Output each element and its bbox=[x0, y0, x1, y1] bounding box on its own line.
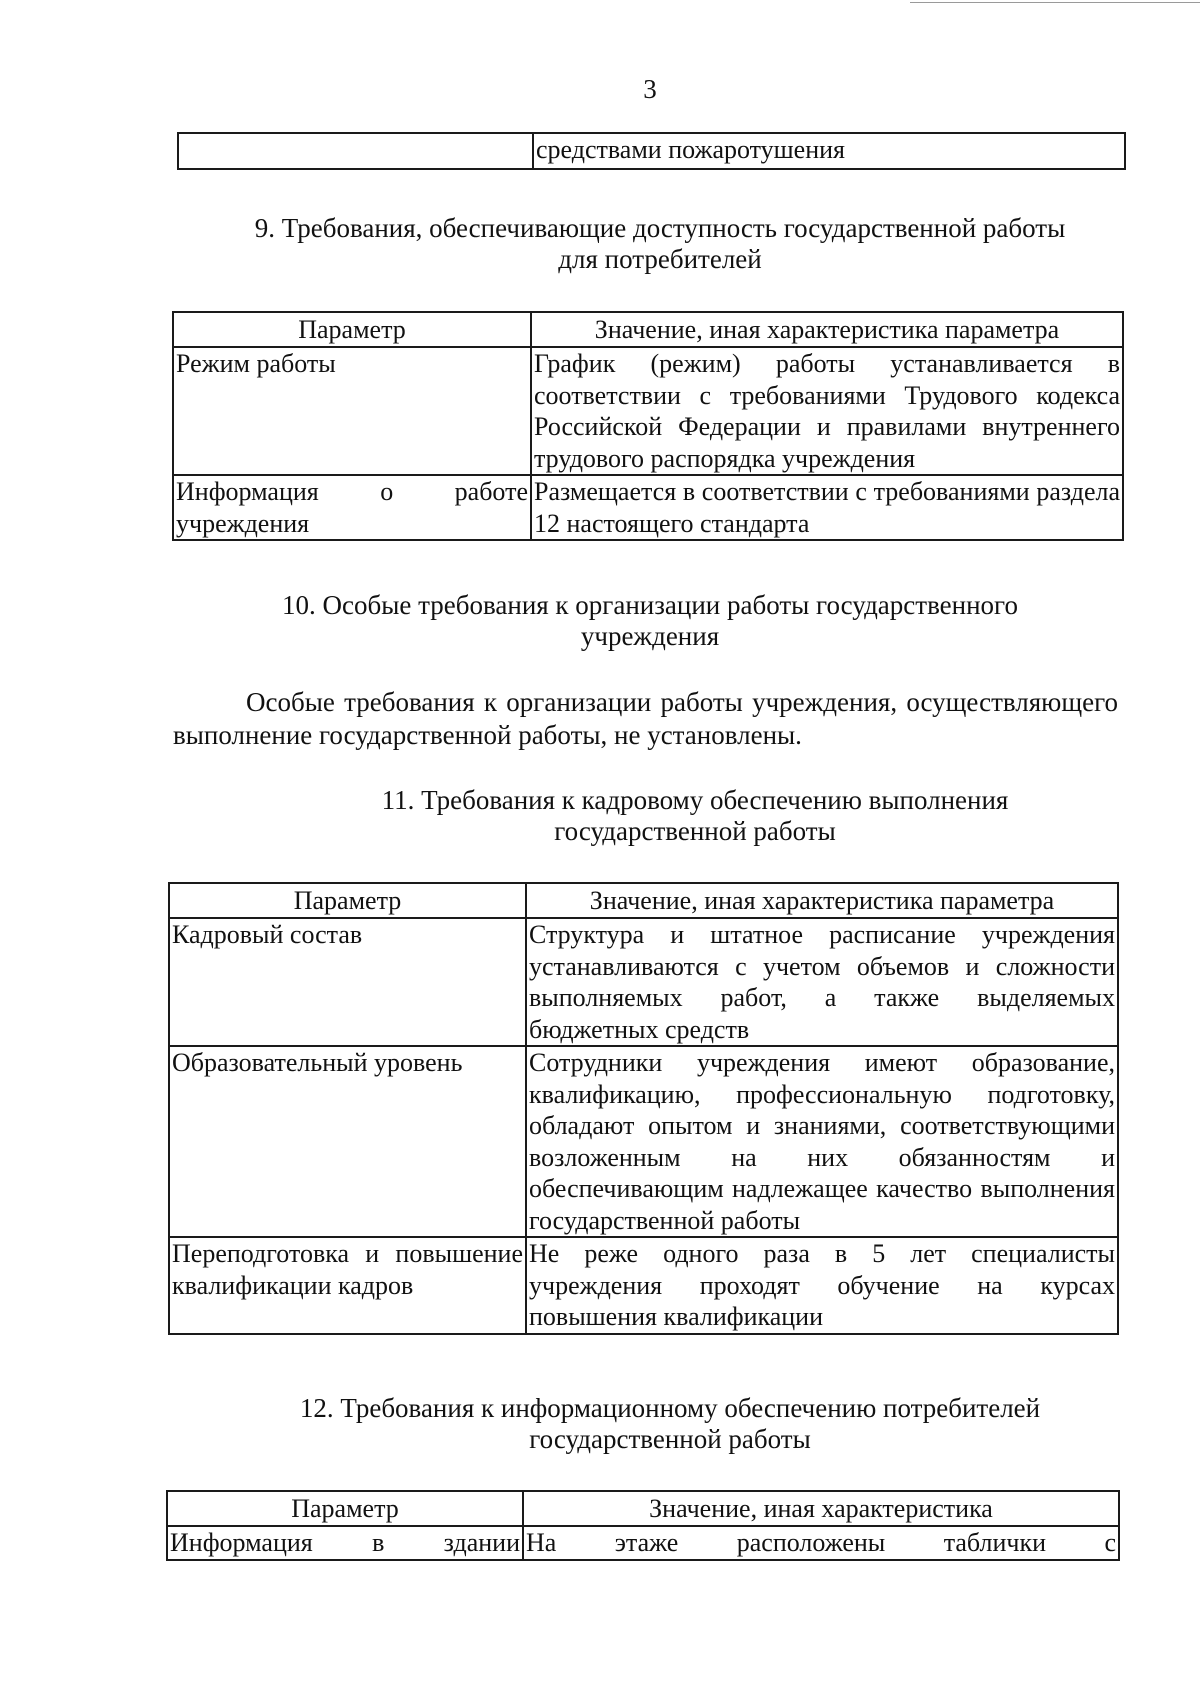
section-10-heading-line-1: 10. Особые требования к организации работы государственного bbox=[282, 590, 1018, 620]
page-number: 3 bbox=[643, 74, 657, 104]
section-12-table bbox=[166, 1490, 1120, 1561]
section-9-table-header-cell: Параметр bbox=[173, 312, 531, 347]
top-edge-rule bbox=[910, 2, 1200, 3]
continuation-table-parameter-cell bbox=[178, 133, 533, 169]
continuation-table bbox=[177, 132, 1126, 170]
section-12-table-header-cell: Значение, иная характеристика bbox=[523, 1491, 1119, 1526]
section-11-heading-line-1: 11. Требования к кадровому обеспечению выполнения bbox=[381, 785, 1009, 815]
section-11-table-row bbox=[169, 1046, 1118, 1237]
section-9-table-parameter-cell: Информация о работе учреждения bbox=[173, 475, 531, 540]
section-12-table-body bbox=[167, 1526, 1119, 1560]
section-11-table-row bbox=[169, 918, 1118, 1046]
section-9-table bbox=[172, 311, 1124, 541]
section-11-table-value-cell: Структура и штатное расписание учреждения устанавливаются с учетом объемов и сложности выполняемых работ, а также выделяемых бюджетных средств bbox=[526, 918, 1118, 1046]
section-12-table-value-cell: На этаже расположены таблички с bbox=[523, 1526, 1119, 1560]
section-11-table-header-row bbox=[169, 883, 1118, 918]
section-10-paragraph: Особые требования к организации работы учреждения, осуществляющего выполнение государственной работы, не установлены. bbox=[173, 687, 1118, 750]
section-9-table-head bbox=[173, 312, 1123, 347]
section-9-table-header-cell: Значение, иная характеристика параметра bbox=[531, 312, 1123, 347]
section-9-heading bbox=[160, 213, 1160, 275]
section-9-table-row bbox=[173, 475, 1123, 540]
continuation-table-body bbox=[178, 133, 1125, 169]
continuation-table-row bbox=[178, 133, 1125, 169]
section-11-table-header-cell: Значение, иная характеристика параметра bbox=[526, 883, 1118, 918]
section-12-table-parameter-cell: Информация в здании bbox=[167, 1526, 523, 1560]
section-11-table-parameter-cell: Переподготовка и повышение квалификации кадров bbox=[169, 1237, 526, 1334]
section-11-table-row bbox=[169, 1237, 1118, 1334]
section-11-table-value-cell: Сотрудники учреждения имеют образование, квалификацию, профессиональную подготовку, обладают опытом и знаниями, соответствующими возложенным на них обязанностям и обеспечивающим надлежащее качество выполнения государственной работы bbox=[526, 1046, 1118, 1237]
section-12-table-header-cell: Параметр bbox=[167, 1491, 523, 1526]
section-11-table-body bbox=[169, 918, 1118, 1334]
section-12-table-row bbox=[167, 1526, 1119, 1560]
section-12-heading-line-1: 12. Требования к информационному обеспечению потребителей bbox=[299, 1393, 1041, 1423]
section-11-heading bbox=[195, 785, 1195, 847]
section-10-heading-line-2: учреждения bbox=[580, 621, 720, 651]
section-11-table-header-cell: Параметр bbox=[169, 883, 526, 918]
section-9-table-value-cell: Размещается в соответствии с требованиями раздела 12 настоящего стандарта bbox=[531, 475, 1123, 540]
section-11-table-head bbox=[169, 883, 1118, 918]
section-9-table-value-cell: График (режим) работы устанавливается в соответствии с требованиями Трудового кодекса Российской Федерации и правилами внутреннего трудового распорядка учреждения bbox=[531, 347, 1123, 475]
section-12-heading bbox=[170, 1393, 1170, 1455]
section-9-heading-line-2: для потребителей bbox=[558, 244, 762, 274]
section-11-heading-line-2: государственной работы bbox=[554, 816, 836, 846]
section-12-table-head bbox=[167, 1491, 1119, 1526]
section-9-table-parameter-cell: Режим работы bbox=[173, 347, 531, 475]
section-12-heading-line-2: государственной работы bbox=[529, 1424, 811, 1454]
section-9-table-body bbox=[173, 347, 1123, 540]
continuation-table-value-cell: средствами пожаротушения bbox=[533, 133, 1125, 169]
section-9-heading-line-1: 9. Требования, обеспечивающие доступность государственной работы bbox=[254, 213, 1066, 243]
section-9-table-header-row bbox=[173, 312, 1123, 347]
section-10-heading bbox=[150, 590, 1150, 652]
section-11-table-parameter-cell: Образовательный уровень bbox=[169, 1046, 526, 1237]
section-9-table-row bbox=[173, 347, 1123, 475]
section-11-table-value-cell: Не реже одного раза в 5 лет специалисты учреждения проходят обучение на курсах повышения квалификации bbox=[526, 1237, 1118, 1334]
section-11-table bbox=[168, 882, 1119, 1335]
section-11-table-parameter-cell: Кадровый состав bbox=[169, 918, 526, 1046]
section-12-table-header-row bbox=[167, 1491, 1119, 1526]
